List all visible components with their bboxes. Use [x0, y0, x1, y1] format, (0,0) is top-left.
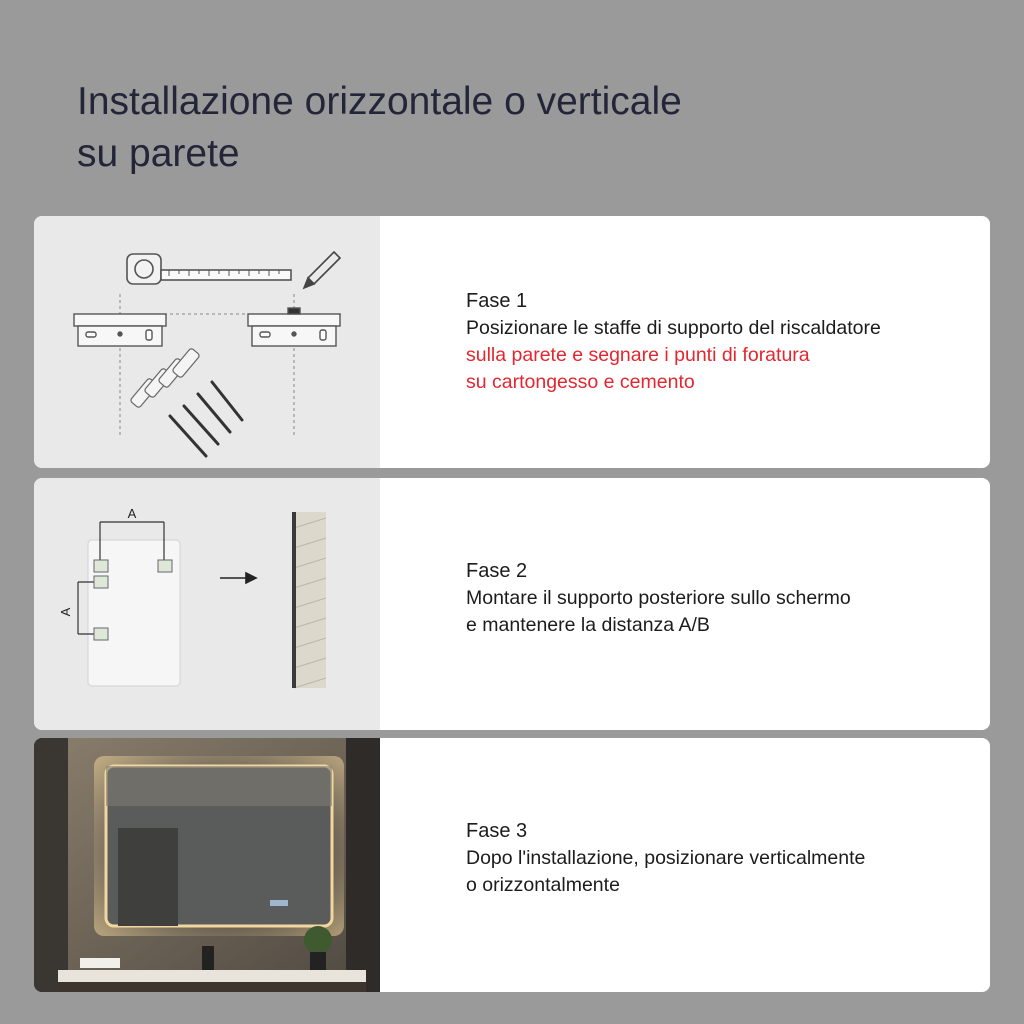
step-1-line-3: su cartongesso e cemento — [466, 371, 695, 393]
step-1-line-2: sulla parete e segnare i punti di foratura — [466, 344, 810, 366]
arrow-right-icon — [220, 573, 256, 583]
step-1-label: Fase 1 — [466, 290, 528, 312]
step-1-text — [466, 288, 966, 396]
vanity-counter — [58, 970, 366, 982]
bracket-marking-diagram — [34, 216, 380, 468]
screws-icon — [170, 382, 242, 456]
step-2-line-2: e mantenere la distanza A/B — [466, 614, 710, 636]
step-2-card — [34, 478, 990, 730]
mirror-touch-display — [270, 900, 288, 906]
step-3-text — [466, 818, 966, 899]
pencil-icon — [304, 252, 340, 288]
tape-measure-icon — [127, 254, 291, 284]
step-3-line-1: Dopo l'installazione, posizionare verticalmente — [466, 847, 866, 869]
step-3-card — [34, 738, 990, 992]
back-support-diagram — [34, 478, 380, 730]
plant — [304, 926, 332, 954]
dimension-a-top-label: A — [127, 506, 137, 521]
wall-anchors-icon — [130, 348, 200, 409]
bracket-right — [248, 308, 340, 346]
step-2-label: Fase 2 — [466, 560, 528, 582]
title-line-2: su parete — [77, 132, 240, 175]
bracket-left — [74, 314, 166, 346]
bathroom-mirror-image — [34, 738, 380, 992]
step-3-label: Fase 3 — [466, 820, 528, 842]
step-3-photo — [34, 738, 380, 992]
page-title — [77, 76, 977, 180]
step-1-illustration — [34, 216, 380, 468]
step-1-card — [34, 216, 990, 468]
dimension-a-side-label: A — [58, 607, 73, 617]
step-3-line-2: o orizzontalmente — [466, 874, 620, 896]
step-2-line-1: Montare il supporto posteriore sullo schermo — [466, 587, 851, 609]
step-2-illustration — [34, 478, 380, 730]
step-2-text — [466, 558, 966, 639]
title-line-1: Installazione orizzontale o verticale — [77, 80, 682, 123]
wall-section — [292, 512, 326, 688]
step-1-line-1: Posizionare le staffe di supporto del riscaldatore — [466, 317, 881, 339]
